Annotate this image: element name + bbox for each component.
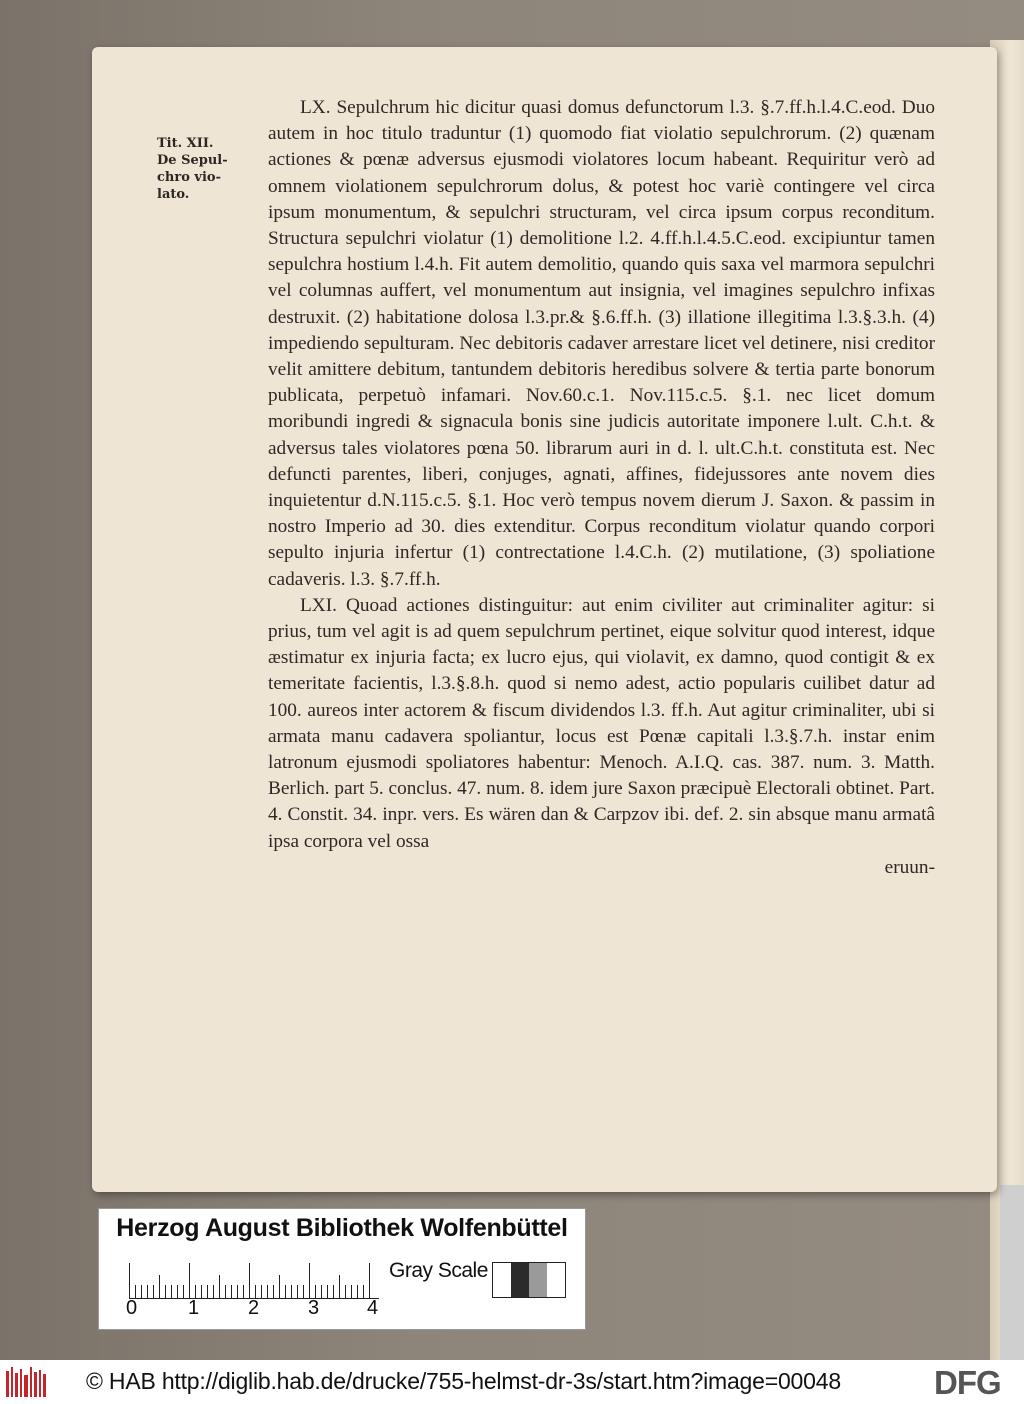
paragraph-lxi: LXI. Quoad actiones distinguitur: aut enim civiliter aut criminaliter agitur: si prius, tum vel agit is ad quem sepulchrum pertinet, eique solvitur quod interest, idque æstimatur ex injuria facta; ex lucro ejus, qui violavit, ex damno, quod contigit & ex temeritate facientis, l.3.§.8.h. quod si nemo adest, actio popularis cuilibet datur ad 100. aureos inter actorem & fiscum dividendos l.3. ff.h. Aut agitur criminaliter, ubi si armata manu cadavera spoliantur, locus est Pœnæ capitali l.3.§.7.h. instar enim latronum ejusmodi spoliatores habentur: Menoch. A.I.Q. cas. 387. num. 3. Matth. Berlich. part 5. conclus. 47. num. 8. idem jure Saxon præcipuè Electorali obtinet. Part. 4. Constit. 34. inpr. vers. Es wären dan & Carpzov ibi. def. 2. sin absque manu armatâ ipsa corpora vel ossa	[268, 594, 935, 852]
ruler-tick	[369, 1263, 370, 1299]
ruler-tick	[339, 1275, 340, 1299]
margin-note	[157, 135, 247, 203]
catchword: eruun-	[884, 856, 935, 878]
ruler-tick	[351, 1285, 352, 1299]
margin-note-line: Tit. XII.	[157, 136, 214, 151]
ruler-tick	[225, 1285, 226, 1299]
ruler-tick	[261, 1285, 262, 1299]
ruler-tick	[273, 1285, 274, 1299]
ruler-tick	[171, 1285, 172, 1299]
scale-number: 1	[188, 1297, 200, 1319]
color-calibration-bar	[98, 1208, 586, 1330]
scale-number: 4	[367, 1297, 379, 1319]
ruler-tick	[297, 1285, 298, 1299]
gray-swatch-4	[547, 1263, 565, 1297]
copyright-link[interactable]: © HAB http://diglib.hab.de/drucke/755-helmst-dr-3s/start.htm?image=00048	[86, 1368, 841, 1394]
ruler-tick	[201, 1285, 202, 1299]
ruler-tick	[309, 1263, 310, 1299]
gray-swatch-2	[511, 1263, 529, 1297]
scanner-holder	[1000, 1185, 1024, 1360]
scale-ruler	[129, 1259, 379, 1299]
ruler-tick	[291, 1285, 292, 1299]
ruler-tick	[153, 1285, 154, 1299]
ruler-tick	[333, 1285, 334, 1299]
margin-note-line: De Sepul-	[157, 153, 228, 168]
ruler-tick	[303, 1285, 304, 1299]
ruler-tick	[219, 1275, 220, 1299]
page-body-text	[268, 95, 935, 881]
book-page	[92, 47, 997, 1192]
ruler-tick	[357, 1285, 358, 1299]
ruler-tick	[213, 1285, 214, 1299]
library-title: Herzog August Bibliothek Wolfenbüttel	[116, 1214, 568, 1242]
ruler-tick	[237, 1285, 238, 1299]
ruler-tick	[159, 1275, 160, 1299]
ruler-tick	[141, 1285, 142, 1299]
gray-scale-label: Gray Scale	[389, 1259, 488, 1282]
scale-number: 2	[248, 1297, 260, 1319]
ruler-tick	[147, 1285, 148, 1299]
margin-note-line: lato.	[157, 187, 190, 202]
ruler-tick	[183, 1285, 184, 1299]
ruler-tick	[249, 1263, 250, 1299]
ruler-tick	[321, 1285, 322, 1299]
ruler-tick	[279, 1275, 280, 1299]
margin-note-line: chro vio-	[157, 170, 221, 185]
ruler-tick	[231, 1285, 232, 1299]
ruler-tick	[189, 1263, 190, 1299]
footer-bar	[0, 1360, 1024, 1404]
ruler-tick	[285, 1285, 286, 1299]
paragraph-lx: LX. Sepulchrum hic dicitur quasi domus defunctorum l.3. §.7.ff.h.l.4.C.eod. Duo autem in hoc titulo traduntur (1) quomodo fiat violatio sepulchrorum. (2) quænam actiones & pœnæ adversus ejusmodi violatores locum habeant. Requiritur verò ad omnem violationem sepulchrorum dolus, & potest hoc variè contingere vel circa ipsum monumentum, & sepulchri structuram, vel circa ipsum corpus reconditum. Structura sepulchri violatur (1) demolitione l.2. 4.ff.h.l.4.5.C.eod. excipiuntur tamen sepulchra hostium l.4.h. Fit autem demolitio, quando quis saxa vel marmora sepulchri vel columnas auffert, vel monumentum aut insignia, vel imagines sepulchro infixas destruxit. (2) habitatione dolosa l.3.pr.& §.6.ff.h. (3) illatione illegitima l.3.§.3.h. (4) impediendo sepulturam. Nec debitoris cadaver arrestare licet vel detinere, nisi creditor velit amittere debitum, tantundem debitoris heredibus solvere & tertia parte bonorum publicata, perpetuò infamari. Nov.60.c.1. Nov.115.c.5. §.1. nec licet domum moribundi ingredi & signacula bonis sine judicis autoritate imponere l.ult. C.h.t. & adversus tales violatores pœna 50. librarum auri in d. l. ult.C.h.t. constituta est. Nec defuncti parentes, liberi, conjuges, agnati, affines, fidejussores ante novem dies inquietentur d.N.115.c.5. §.1. Hoc verò tempus novem dierum J. Saxon. & passim in nostro Imperio ad 30. dies extenditur. Corpus reconditum violatur quando corpori sepulto injuria infertur (1) contrectatione l.4.C.h. (2) mutilatione, (3) spoliatione cadaveris. l.3. §.7.ff.h.	[268, 97, 935, 590]
ruler-tick	[207, 1285, 208, 1299]
ruler-tick	[129, 1263, 130, 1299]
ruler-tick	[363, 1285, 364, 1299]
ruler-tick	[177, 1285, 178, 1299]
scale-number: 0	[126, 1297, 138, 1319]
dfg-logo: DFG	[934, 1364, 1001, 1401]
ruler-tick	[165, 1285, 166, 1299]
ruler-tick	[327, 1285, 328, 1299]
ruler-tick	[243, 1285, 244, 1299]
gray-scale-swatch	[492, 1262, 566, 1298]
scale-number: 3	[308, 1297, 320, 1319]
ruler-tick	[345, 1285, 346, 1299]
gray-swatch-3	[529, 1263, 547, 1297]
barcode-icon	[6, 1367, 46, 1397]
ruler-tick	[267, 1285, 268, 1299]
gray-swatch-1	[493, 1263, 511, 1297]
